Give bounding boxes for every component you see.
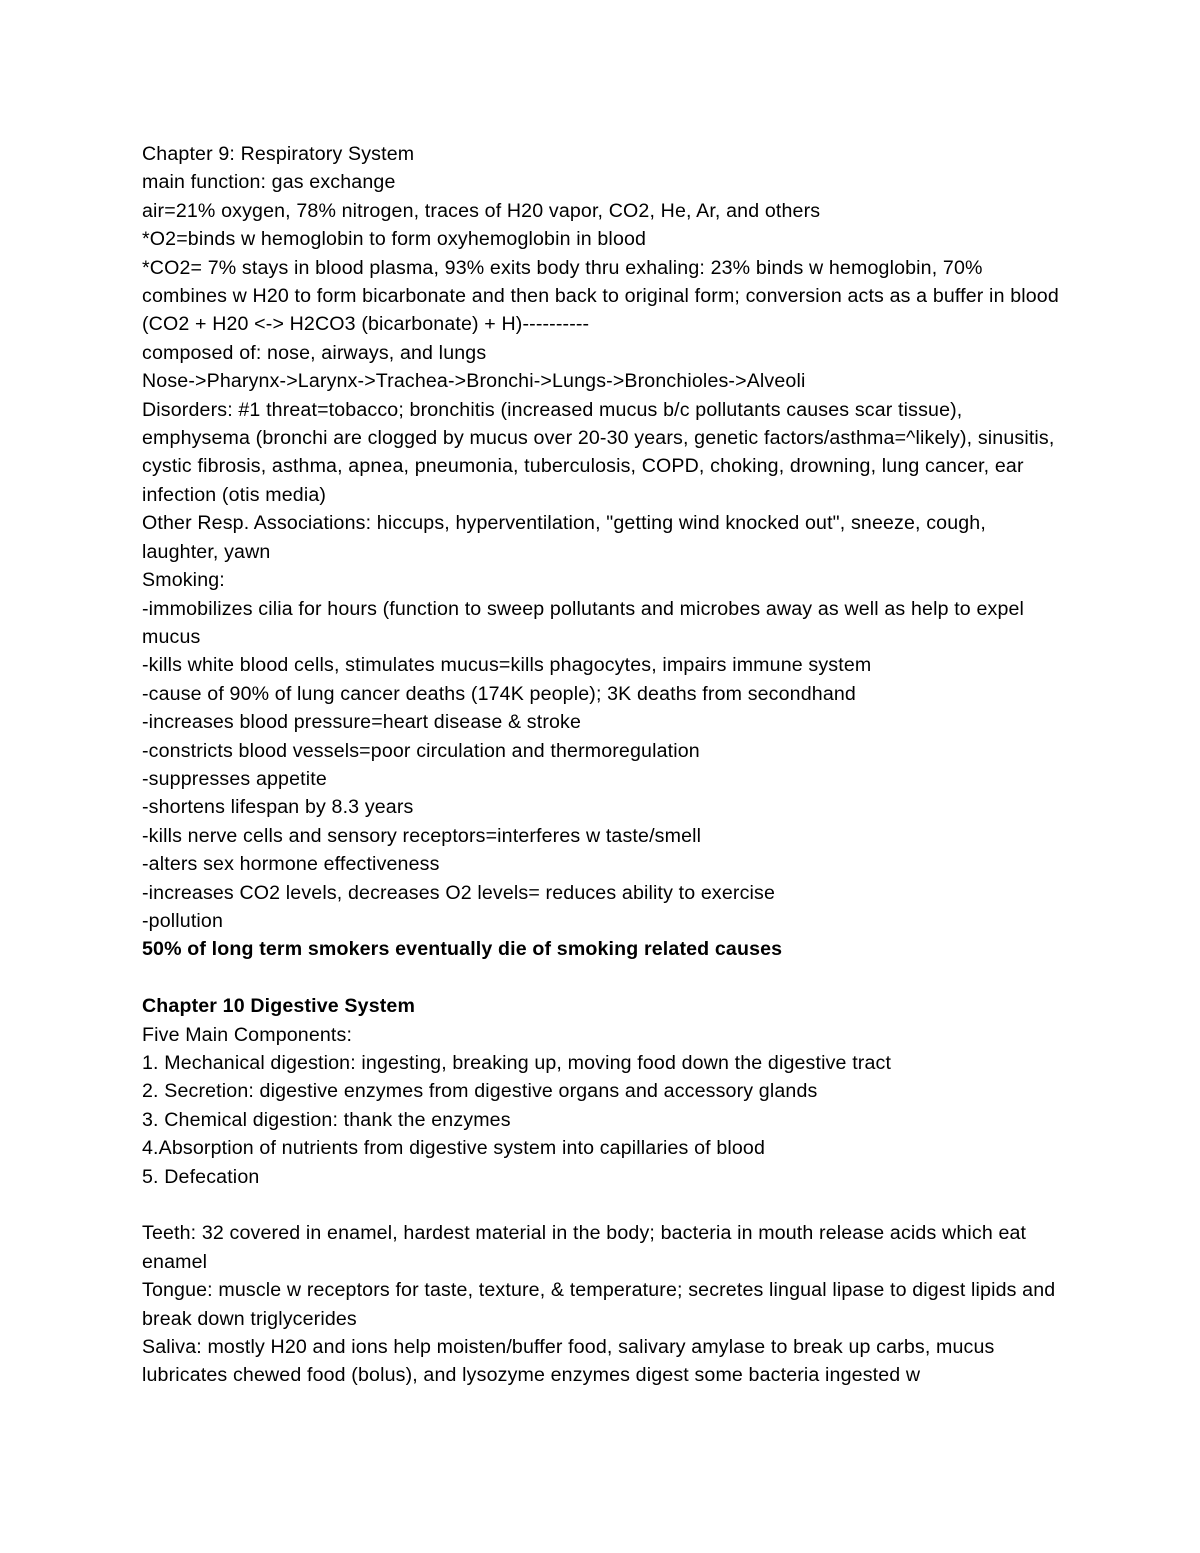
smoking-effect-item: -kills nerve cells and sensory receptors=interferes w taste/smell — [142, 824, 702, 847]
composed-line: composed of: nose, airways, and lungs — [142, 341, 487, 364]
disorders-paragraph: Disorders: #1 threat=tobacco; bronchitis (increased mucus b/c pollutants causes scar tissue), emphysema (bronchi are clogged by mucus over 20-30 years, genetic factors/asthma=^likely), sinusitis, cystic fibrosis, asthma, apnea, pneumonia, tuberculosis, COPD, choking, drowning, lung cancer, ear infection (otis media) — [142, 398, 1061, 506]
main-function-line: main function: gas exchange — [142, 171, 396, 194]
smoking-heading: Smoking: — [142, 569, 225, 592]
tongue-paragraph: Tongue: muscle w receptors for taste, texture, & temperature; secretes lingual lipase to digest lipids and break down triglycerides — [142, 1279, 1061, 1330]
components-heading: Five Main Components: — [142, 1023, 353, 1046]
chapter9-title: Chapter 9: Respiratory System — [142, 143, 415, 165]
component-item: 5. Defecation — [142, 1165, 260, 1188]
component-item: 2. Secretion: digestive enzymes from digestive organs and accessory glands — [142, 1080, 818, 1103]
smoking-fact-bold: 50% of long term smokers eventually die of smoking related causes — [142, 938, 783, 961]
airway-pathway-line: Nose->Pharynx->Larynx->Trachea->Bronchi->Lungs->Bronchioles->Alveoli — [142, 370, 806, 393]
co2-paragraph: *CO2= 7% stays in blood plasma, 93% exits body thru exhaling: 23% binds w hemoglobin, 70% combines w H20 to form bicarbonate and then back to original form; conversion acts as a buffer in blood (CO2 + H20 <-> H2CO3 (bicarbonate) + H)---------- — [142, 256, 1121, 336]
smoking-effect-item: -shortens lifespan by 8.3 years — [142, 796, 414, 819]
notes-body — [142, 140, 1121, 1390]
smoking-effect-item: -suppresses appetite — [142, 767, 327, 790]
air-composition-line: air=21% oxygen, 78% nitrogen, traces of H20 vapor, CO2, He, Ar, and others — [142, 199, 821, 222]
smoking-effect-item: -immobilizes cilia for hours (function to sweep pollutants and microbes away as well as help to expel mucus — [142, 597, 1030, 648]
blank-line — [142, 964, 1062, 992]
component-item: 4.Absorption of nutrients from digestive system into capillaries of blood — [142, 1137, 766, 1160]
saliva-paragraph: Saliva: mostly H20 and ions help moisten/buffer food, salivary amylase to break up carbs, mucus lubricates chewed food (bolus), and lysozyme enzymes digest some bacteria ingested w — [142, 1336, 1001, 1387]
o2-line: *O2=binds w hemoglobin to form oxyhemoglobin in blood — [142, 228, 647, 251]
smoking-effect-item: -cause of 90% of lung cancer deaths (174K people); 3K deaths from secondhand — [142, 682, 856, 705]
smoking-effect-item: -pollution — [142, 909, 224, 932]
blank-line — [142, 1191, 1062, 1219]
smoking-effect-item: -increases CO2 levels, decreases O2 levels= reduces ability to exercise — [142, 881, 776, 904]
chapter10-title: Chapter 10 Digestive System — [142, 995, 416, 1018]
smoking-effect-item: -alters sex hormone effectiveness — [142, 853, 440, 876]
teeth-paragraph: Teeth: 32 covered in enamel, hardest material in the body; bacteria in mouth release acids which eat enamel — [142, 1222, 1032, 1273]
component-item: 3. Chemical digestion: thank the enzymes — [142, 1108, 511, 1131]
smoking-effect-item: -constricts blood vessels=poor circulation and thermoregulation — [142, 739, 700, 762]
component-item: 1. Mechanical digestion: ingesting, breaking up, moving food down the digestive tract — [142, 1051, 892, 1074]
other-associations-paragraph: Other Resp. Associations: hiccups, hyperventilation, "getting wind knocked out", sneeze, cough, laughter, yawn — [142, 512, 992, 563]
smoking-effect-item: -kills white blood cells, stimulates mucus=kills phagocytes, impairs immune system — [142, 654, 872, 677]
smoking-effect-item: -increases blood pressure=heart disease & stroke — [142, 711, 582, 734]
